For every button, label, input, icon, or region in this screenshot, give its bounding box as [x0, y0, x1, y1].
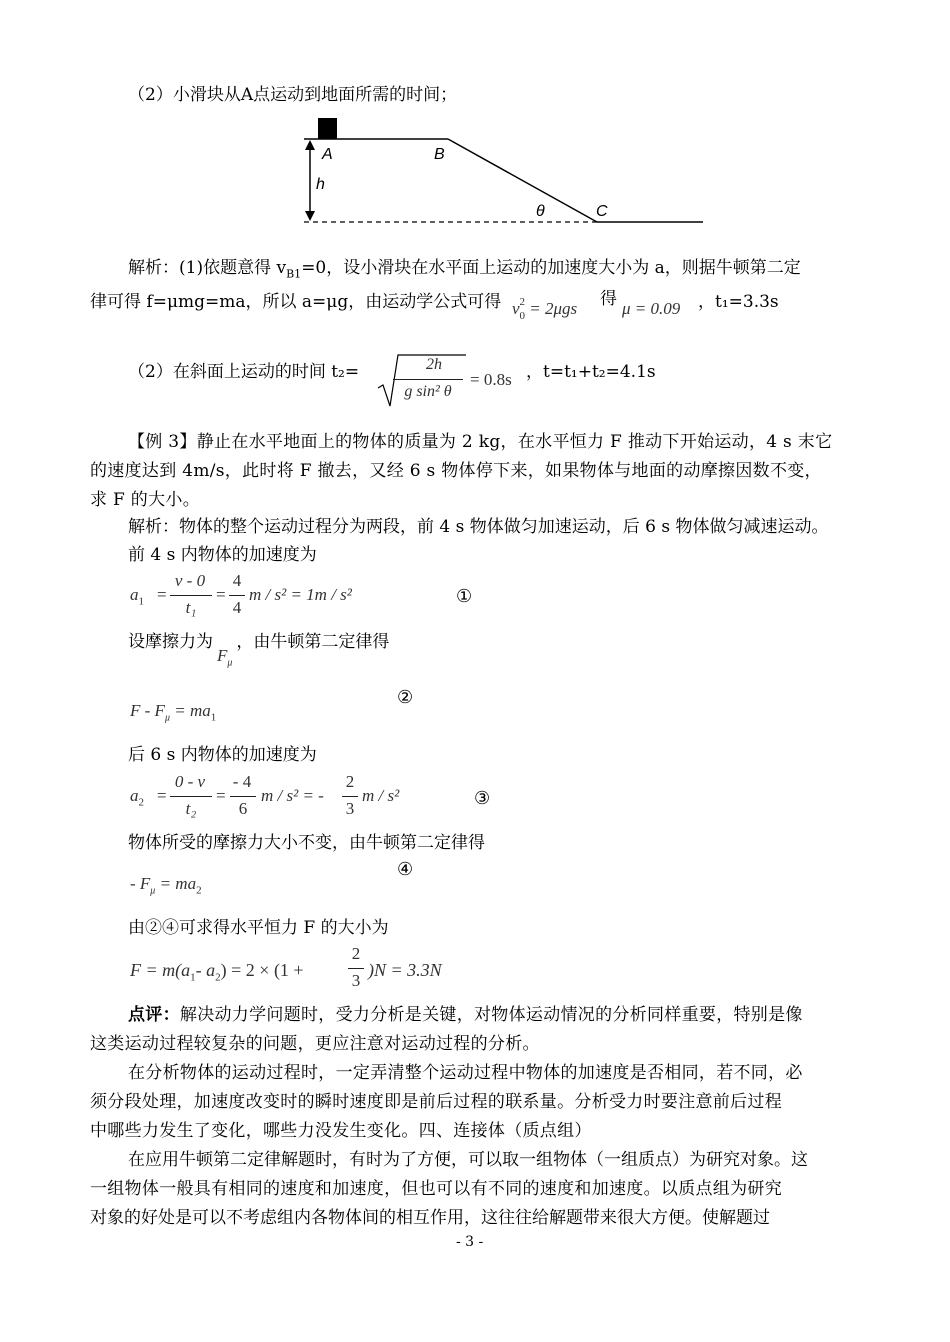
eq3-num1: 0 - v	[174, 772, 206, 791]
para1-line-3: 中哪些力发生了变化，哪些力没发生变化。四、连接体（质点组）	[90, 1121, 592, 1141]
eq1-tag: ①	[456, 586, 473, 607]
eq3-equals-2: =	[216, 786, 226, 805]
sqrt-numerator: 2h	[426, 356, 442, 373]
eq1-num1: v - 0	[174, 571, 206, 590]
label-c: C	[596, 203, 608, 220]
sqrt-value: = 0.8s	[470, 370, 512, 389]
eq3-tag: ③	[474, 788, 491, 809]
label-theta: θ	[536, 203, 545, 220]
example-3-line-1	[128, 431, 832, 453]
eq2-tag: ②	[397, 687, 414, 708]
acc1-label: 前 4 s 内物体的加速度为	[128, 545, 317, 565]
eq3-num2: - 4	[232, 772, 252, 791]
friction-label: 设摩擦力为$F_\mu$，由牛顿第二定律得	[128, 632, 390, 669]
eq3-den1: t₂	[185, 799, 197, 818]
slope-line	[448, 139, 597, 222]
label-b: B	[434, 146, 445, 163]
slope-figure	[300, 112, 710, 230]
eq3-unit2: m / s²	[362, 786, 400, 805]
comment-head: 点评：	[128, 1005, 180, 1025]
solution-line-3: （2）在斜面上运动的时间 t₂=	[128, 362, 360, 382]
eq1-equals-2: =	[216, 585, 226, 604]
eq1-unit: m / s² = 1m / s²	[249, 585, 352, 604]
eq-v0-rhs: = 2μgs	[529, 299, 578, 318]
eq5-den: 3	[351, 971, 361, 990]
eq1-lhs: $a_1$	[130, 585, 144, 608]
acc2-label: 后 6 s 内物体的加速度为	[128, 745, 317, 765]
eq-de: 得	[600, 289, 617, 309]
constant-friction-label: 物体所受的摩擦力大小不变，由牛顿第二定律得	[128, 833, 485, 853]
arrow-up-icon	[305, 140, 315, 150]
result-label: 由②④可求得水平恒力 F 的大小为	[128, 918, 389, 938]
total-time: ，t=t₁+t₂=4.1s	[526, 362, 656, 382]
eq5-right: )N = 3.3N	[368, 960, 442, 980]
slider-block	[318, 118, 337, 139]
example-text: 静止在水平地面上的物体的质量为 2 kg，在水平恒力 F 推动下开始运动，4 s 末它	[196, 432, 833, 452]
eq5-num: 2	[351, 944, 361, 963]
page-number: - 3 -	[456, 1234, 484, 1250]
subscript: B1	[286, 267, 302, 281]
eq3-bar2	[230, 796, 256, 797]
eq3-bar3	[342, 796, 358, 797]
solution-text: =0，设小滑块在水平面上运动的加速度大小为 a，则据牛顿第二定	[301, 258, 801, 278]
eq1-equals: =	[157, 585, 167, 604]
solution-line-2: 律可得 f=μmg=ma，所以 a=μg，由运动学公式可得	[90, 292, 502, 312]
question-2: （2）小滑块从A点运动到地面所需的时间；	[128, 85, 458, 105]
eq3-den3: 3	[345, 799, 355, 818]
solution-text: 解析：(1)依题意得 v	[128, 258, 287, 278]
eq1-den2: 4	[232, 598, 242, 617]
eq3-unit1: m / s² = -	[261, 786, 324, 805]
eq-v0-symbol: v	[512, 299, 520, 318]
sqrt-fraction-bar	[393, 379, 463, 380]
label-h: h	[316, 176, 325, 193]
subscript: 0	[519, 310, 526, 322]
eq5-left: $F = m(a_1-$ $a_2) = 2 \times (1$ +	[130, 960, 304, 984]
example-head: 【例 3】	[128, 432, 197, 452]
eq-mu: μ = 0.09	[622, 299, 681, 318]
eq1-bar2	[229, 595, 245, 596]
example-3-line-3: 求 F 的大小。	[90, 490, 201, 510]
eq3-lhs: $a_2$	[130, 786, 144, 809]
eq4: - $F_\mu = ma_2$	[130, 874, 202, 897]
eq1-den1: t₁	[185, 598, 197, 617]
example-3-line-2: 的速度达到 4m/s，此时将 F 撤去，又经 6 s 物体停下来，如果物体与地面的动摩擦因数不变，	[90, 461, 822, 481]
arrow-down-icon	[305, 211, 315, 221]
eq3-equals: =	[157, 786, 167, 805]
superscript: 2	[519, 296, 526, 308]
eq-v0	[512, 296, 578, 322]
eq1-bar1	[170, 595, 212, 596]
analysis-line: 解析：物体的整个运动过程分为两段，前 4 s 物体做匀加速运动，后 6 s 物体做匀减速运动。	[128, 517, 829, 537]
solution-line-1	[128, 257, 801, 285]
sqrt-denominator: g sin² θ	[404, 383, 452, 400]
eq2: $F - F_\mu = ma_1$	[130, 701, 217, 724]
comment-line-2: 这类运动过程较复杂的问题，更应注意对运动过程的分析。	[90, 1034, 540, 1054]
comment-line-1	[128, 1004, 803, 1026]
para2-line-1: 在应用牛顿第二定律解题时，有时为了方便，可以取一组物体（一组质点）为研究对象。这	[128, 1150, 808, 1170]
eq3-den2: 6	[238, 799, 248, 818]
eq1-num2: 4	[232, 571, 242, 590]
eq5-bar	[348, 968, 364, 969]
eq3-bar1	[170, 796, 212, 797]
comment-text: 解决动力学问题时，受力分析是关键，对物体运动情况的分析同样重要，特别是像	[179, 1005, 803, 1025]
para1-line-2: 须分段处理，加速度改变时的瞬时速度即是前后过程的联系量。分析受力时要注意前后过程	[90, 1092, 782, 1112]
para1-line-1: 在分析物体的运动过程时，一定弄清整个运动过程中物体的加速度是否相同，若不同，必	[128, 1063, 803, 1083]
para2-line-2: 一组物体一般具有相同的速度和加速度，但也可以有不同的速度和加速度。以质点组为研究	[90, 1179, 782, 1199]
eq4-tag: ④	[397, 859, 414, 880]
eq-t1: ，t₁=3.3s	[698, 292, 779, 312]
eq3-num3: 2	[345, 772, 355, 791]
para2-line-3: 对象的好处是可以不考虑组内各物体间的相互作用，这往往给解题带来很大方便。使解题过	[90, 1208, 770, 1228]
label-a: A	[322, 146, 333, 163]
